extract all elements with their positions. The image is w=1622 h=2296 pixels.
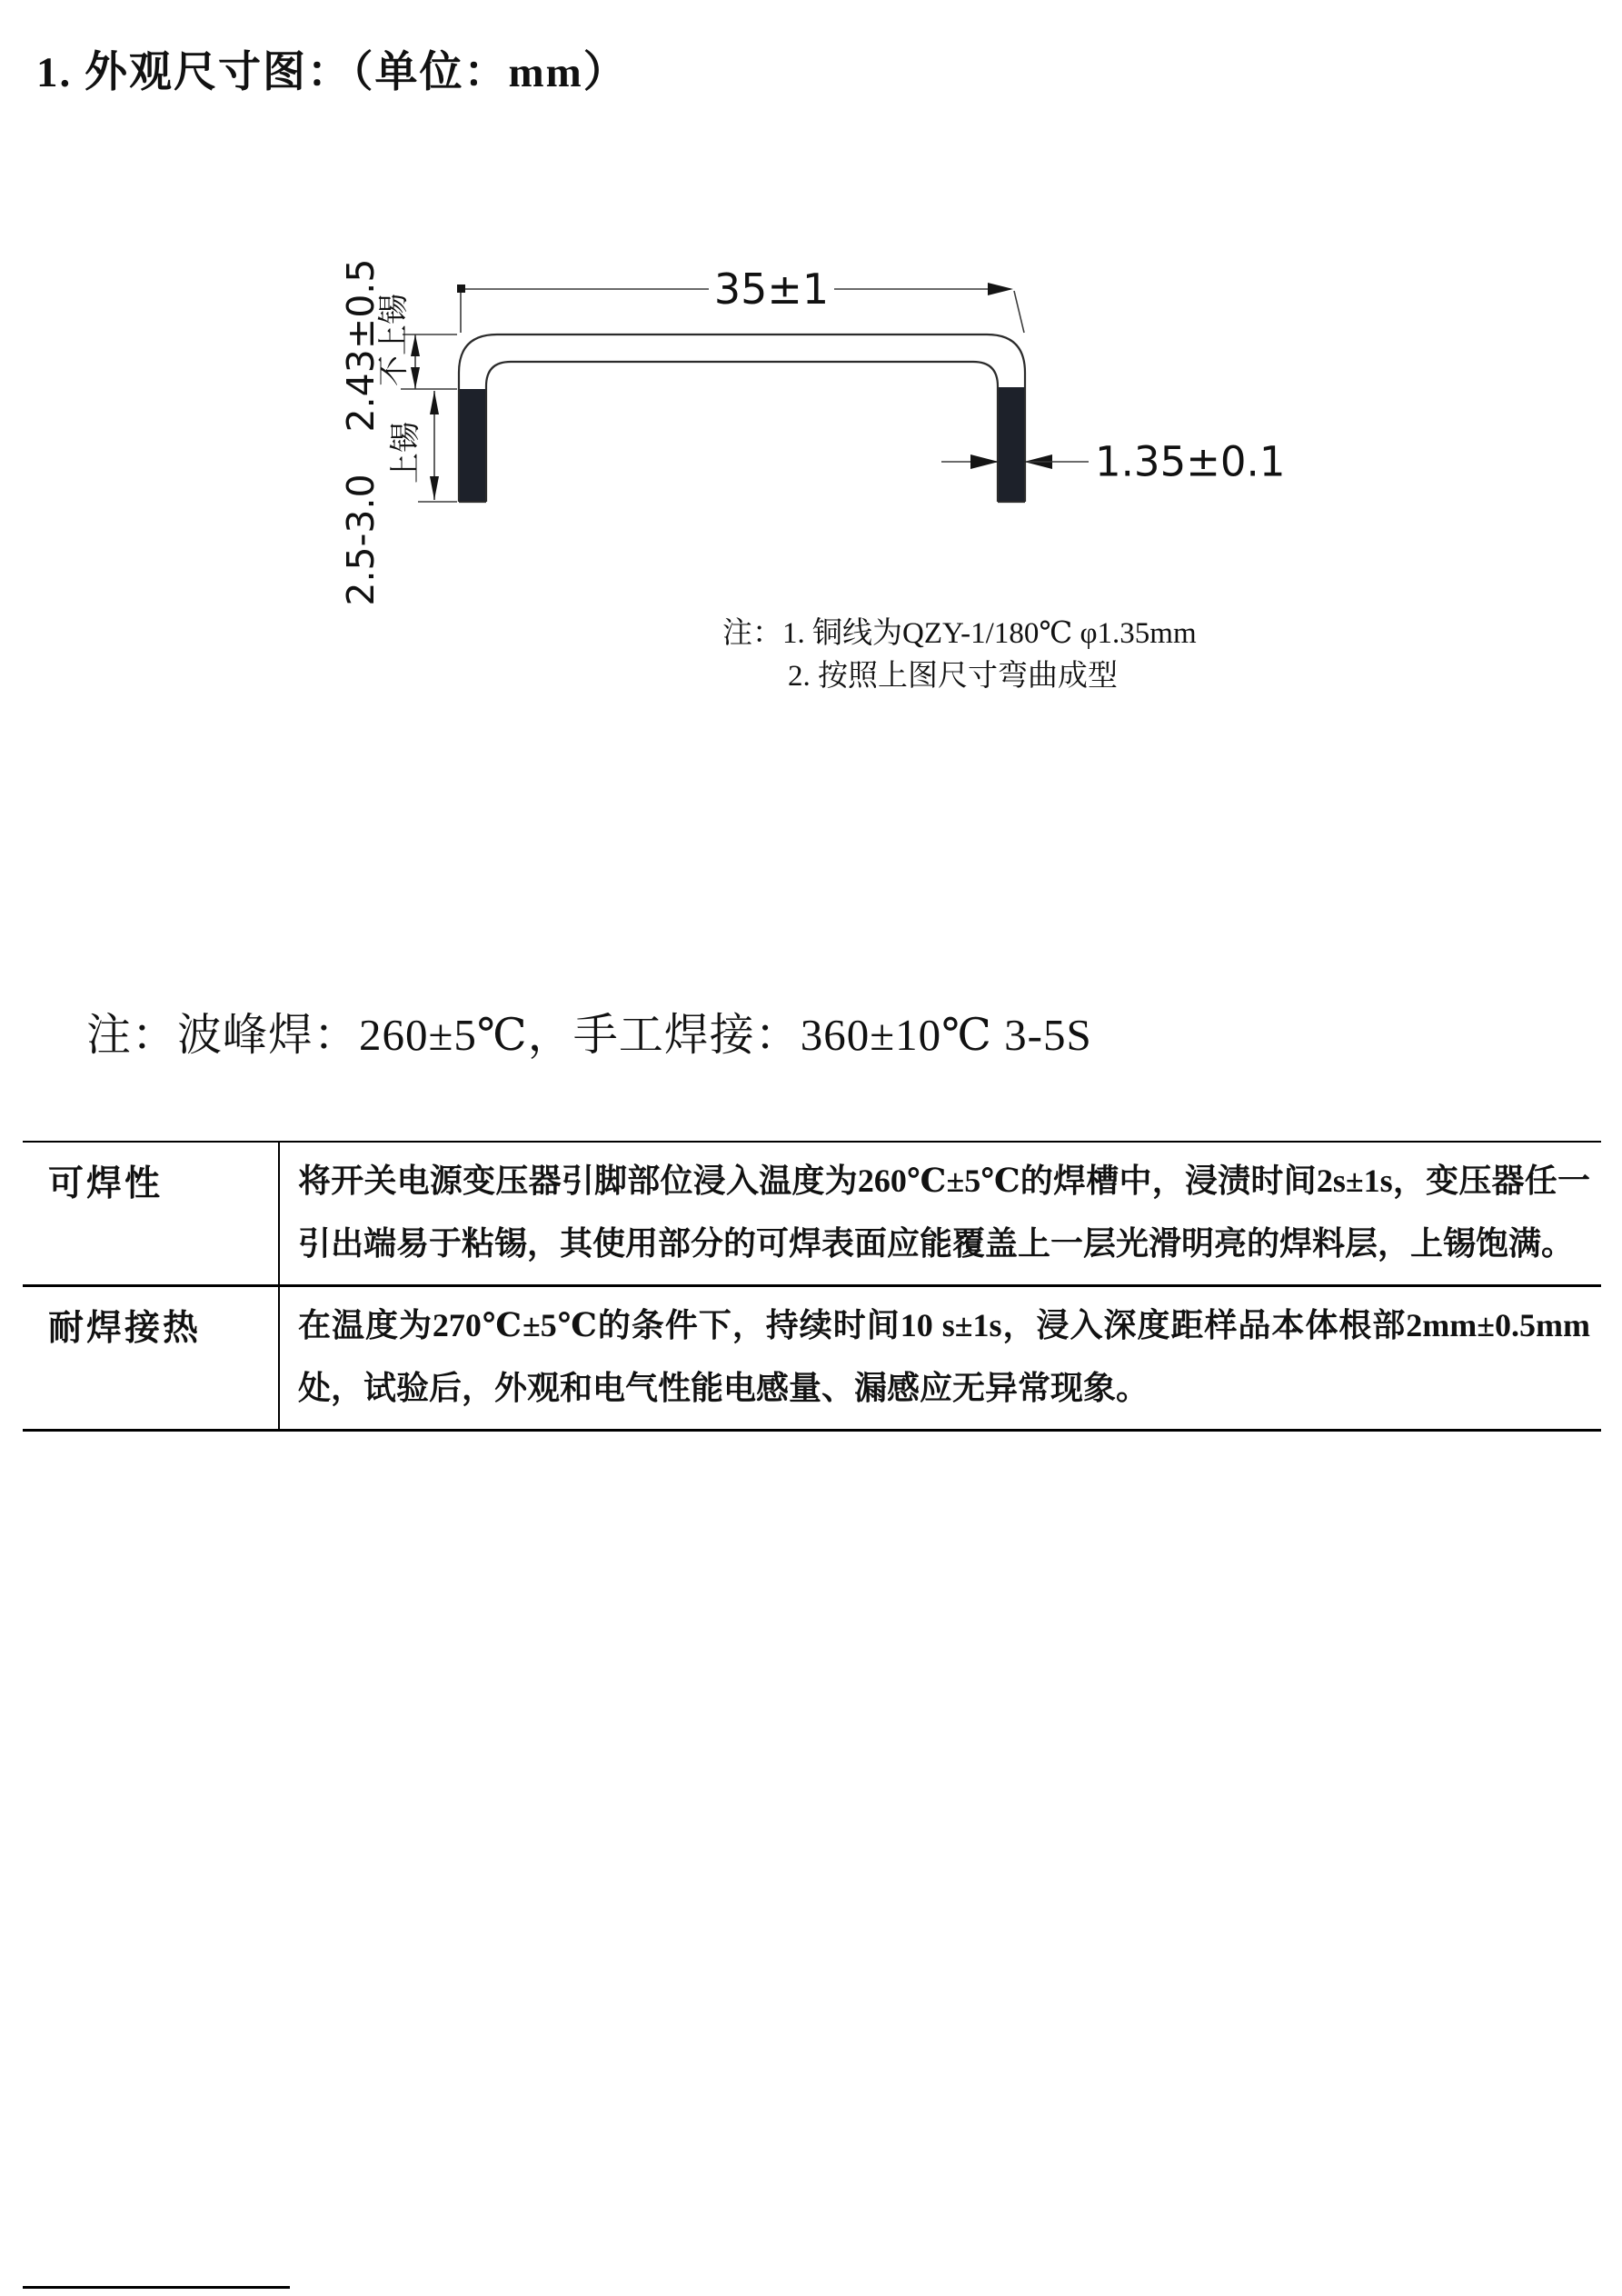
dim35-ext-right [1014,291,1024,333]
drawing-note-2: 2. 按照上图尺寸弯曲成型 [788,660,1118,693]
dim2530-arrow-down [430,476,439,500]
no-tin-label: 不上锡 [377,294,412,386]
row-label-solder-heat-resistance: 耐焊接热 [23,1287,280,1429]
row-content-solderability: 将开关电源变压器引脚部位浸入温度为260℃±5℃的焊槽中，浸渍时间2s±1s，变压器任一引出端易于粘锡，其使用部分的可焊表面应能覆盖上一层光滑明亮的焊料层，上锡饱满。 [298,1163,1590,1262]
dim243-label: 2.43±0.5 [339,258,383,433]
tinned-section-left [460,389,485,501]
tinned-section-right [999,387,1024,501]
dim35-arrowhead [988,283,1013,295]
drawing-notes [722,613,1197,698]
tin-label: 上锡 [389,422,423,484]
dim243-arrow-down [411,367,420,389]
dim2530-label: 2.5-3.0 [339,474,383,606]
row-label-solderability: 可焊性 [23,1143,280,1284]
solder-temperature-note: 注：波峰焊：260±5℃，手工焊接：360±10℃ 3-5S [86,1010,1092,1060]
table-row [23,1287,1601,1432]
next-table-top-border-stub [23,2286,290,2289]
wire-outline-inner [486,362,998,502]
dim2530-arrow-up [430,391,439,414]
dim243-arrow-up [411,334,420,356]
page-title: 1. 外观尺寸图：（单位：mm） [36,49,628,96]
table-row [23,1143,1601,1287]
drawing-note-1: 注：1. 铜线为QZY-1/180℃ φ1.35mm [722,617,1197,650]
spec-table [23,1141,1601,1432]
row-content-solder-heat-resistance: 在温度为270℃±5℃的条件下，持续时间10 s±1s，浸入深度距样品本体根部2mm±0.5mm处，试验后，外观和电气性能电感量、漏感应无异常现象。 [298,1307,1590,1406]
dim35-label: 35±1 [713,265,830,314]
dim35-start-tick [457,285,465,293]
wire-outline-outer [459,334,1025,502]
dim135-arrow-right [970,454,999,469]
dim135-label: 1.35±0.1 [1095,437,1286,486]
